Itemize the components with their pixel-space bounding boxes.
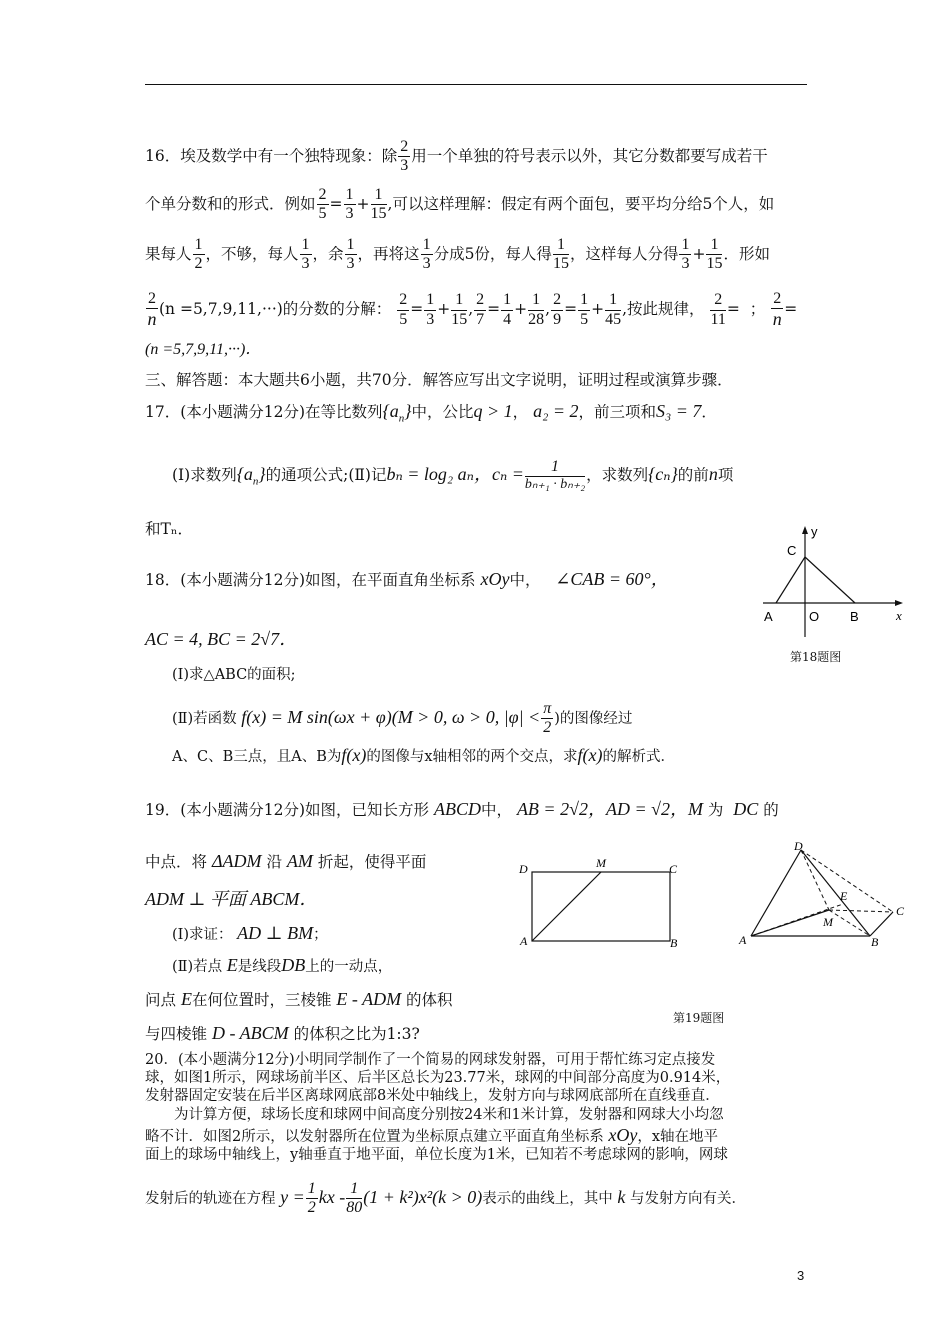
fig19a-A-label: A [520,934,528,948]
p20-line6: 面上的球场中轴线上，y轴垂直于地平面，单位长度为1米，已知若不考虑球网的影响，网球 [145,1147,728,1163]
fig19b-E-label: E [840,889,848,903]
fig19a-B-label: B [670,936,678,950]
page-number: 3 [797,1268,805,1283]
fig18-y-label: y [811,524,818,539]
p19-line3: ADM ⊥ 平面 ABCM． [145,889,318,909]
fig18-A-label: A [764,609,773,624]
p17-line2: (Ⅰ)求数列$\{a_n\}$的通项公式;(Ⅱ)记bₙ = log₂ aₙ，cₙ = $\frac{1}{\text{bₙ₊₁ · bₙ₊₂}}$ ，求数列{cₙ}的前n项 [172,458,734,493]
fig18-O-label: O [809,609,820,624]
p18-line4: (Ⅱ)若函数 f(x) = M sin(ωx + φ)(M > 0, ω > 0, |φ| < $\frac{\pi}{2}$ )的图像经过 [172,700,633,737]
p18-line2: AC = 4, BC = 2√7． [145,629,298,649]
p18-line5: A、C、B三点，且A、B为f(x)的图像与x轴相邻的两个交点，求f(x)的解析式． [172,745,676,765]
fig18-C-label: C [787,543,797,558]
fig19b-A-label: A [739,933,747,947]
header-rule [145,84,807,85]
fig19b-M-label: M [823,915,833,929]
p19-line7: 与四棱锥 D - ABCM 的体积之比为1:3? [145,1023,420,1043]
p19-line4: (Ⅰ)求证： AD ⊥ BM； [172,923,328,943]
p16-line1: 16．埃及数学中有一个独特现象：除 $\frac{2}{3}$ 用一个单独的符号表示以外，其它分数都要写成若干 [145,138,768,175]
fig18-B-label: B [850,609,859,624]
p17-line3: 和Tₙ． [145,520,194,538]
p19-line2: 中点．将 ΔADM 沿 AM 折起，使得平面 [145,851,427,871]
figure-19-pyramid [735,838,915,953]
p16-line3: 果每人 $\frac{1}{2}$ ，不够，每人 $\frac{1}{3}$ ，余 $\frac{1}{3}$ ，再将这 $\frac{1}{3}$ 分成5份，每人得 $\frac{1}{15}$ ，这样每人分得 $\frac{1}{3}$ + $\frac{1}{15}$ ．形如 [145,236,770,273]
p20-line3: 发射器固定安装在后半区离球网底部8米处中轴线上，发射方向与球网底部所在直线垂直． [145,1088,720,1104]
p16-line2: 个单分数和的形式．例如 $\frac{2}{5}$ = $\frac{1}{3}$ + $\frac{1}{15}$ ,可以这样理解：假定有两个面包，要平均分给5个人，如 [145,186,775,223]
p17-line1: 17．(本小题满分12分)在等比数列$\{a_n\}$中，公比q > 1， a₂ = 2，前三项和S₃ = 7． [145,401,717,425]
p18-line1: 18．(本小题满分12分)如图，在平面直角坐标系 xOy中， ∠CAB = 60°， [145,569,669,589]
section3-heading: 三、解答题：本大题共6小题，共70分．解答应写出文字说明，证明过程或演算步骤． [145,371,733,389]
p20-line4: 为计算方便，球场长度和球网中间高度分别按24米和1米计算，发射器和网球大小均忽 [174,1107,724,1123]
figure-18 [755,522,910,642]
p20-line1: 20．(本小题满分12分)小明同学制作了一个简易的网球发射器，可用于帮忙练习定点接发 [145,1052,716,1068]
fig19b-B-label: B [871,935,879,949]
p20-line5: 略不计．如图2所示，以发射器所在位置为坐标原点建立平面直角坐标系 xOy，x轴在地平 [145,1125,719,1145]
fig18-caption: 第18题图 [790,650,842,664]
fraction-2-3: $\frac{2}{3}$ [400,138,409,175]
fig18-x-label: x [896,608,902,623]
p19-line5: (Ⅱ)若点 E是线段DB上的一动点， [172,955,393,975]
p18-line3: (Ⅰ)求△ABC的面积; [172,667,296,683]
fig19-caption: 第19题图 [673,1011,725,1025]
fig19a-M-label: M [596,856,606,870]
p20-line7: 发射后的轨迹在方程 y = $\frac{1}{2}$ kx - $\frac{1}{80}$ (1 + k²)x²(k > 0)表示的曲线上，其中 k 与发射方向有关． [145,1180,746,1217]
fig19b-C-label: C [896,904,905,918]
figure-19-rectangle [512,855,687,950]
fig19b-D-label: D [794,839,803,853]
p19-line1: 19．(本小题满分12分)如图，已知长方形 ABCD中， AB = 2√2，AD = √2，M 为 DC 的 [145,799,779,819]
p20-line2: 球，如图1所示，网球场前半区、后半区总长为23.77米，球网的中间部分高度为0.914米， [145,1070,731,1086]
p19-line6: 问点 E在何位置时，三棱锥 E - ADM 的体积 [145,989,453,1009]
p16-line4: $\frac{2}{n}$ (n =5,7,9,11,···)的分数的分解： $\frac{2}{5}$ = $\frac{1}{3}$ + $\frac{1}{15}$ , $\frac{2}{7}$ = $\frac{1}{4}$ + $\frac{1}{28}$ , $\frac{2}{9}$ = $\frac{1}{5}$ + $\frac{1}{45}$ ,按此规律， $\frac{2}{11}$ = ； $\frac{2}{n}$ = [147,290,798,330]
fig19a-C-label: C [669,862,678,876]
fig19a-D-label: D [519,862,528,876]
p16-line5: (n =5,7,9,11,···)． [145,341,262,358]
